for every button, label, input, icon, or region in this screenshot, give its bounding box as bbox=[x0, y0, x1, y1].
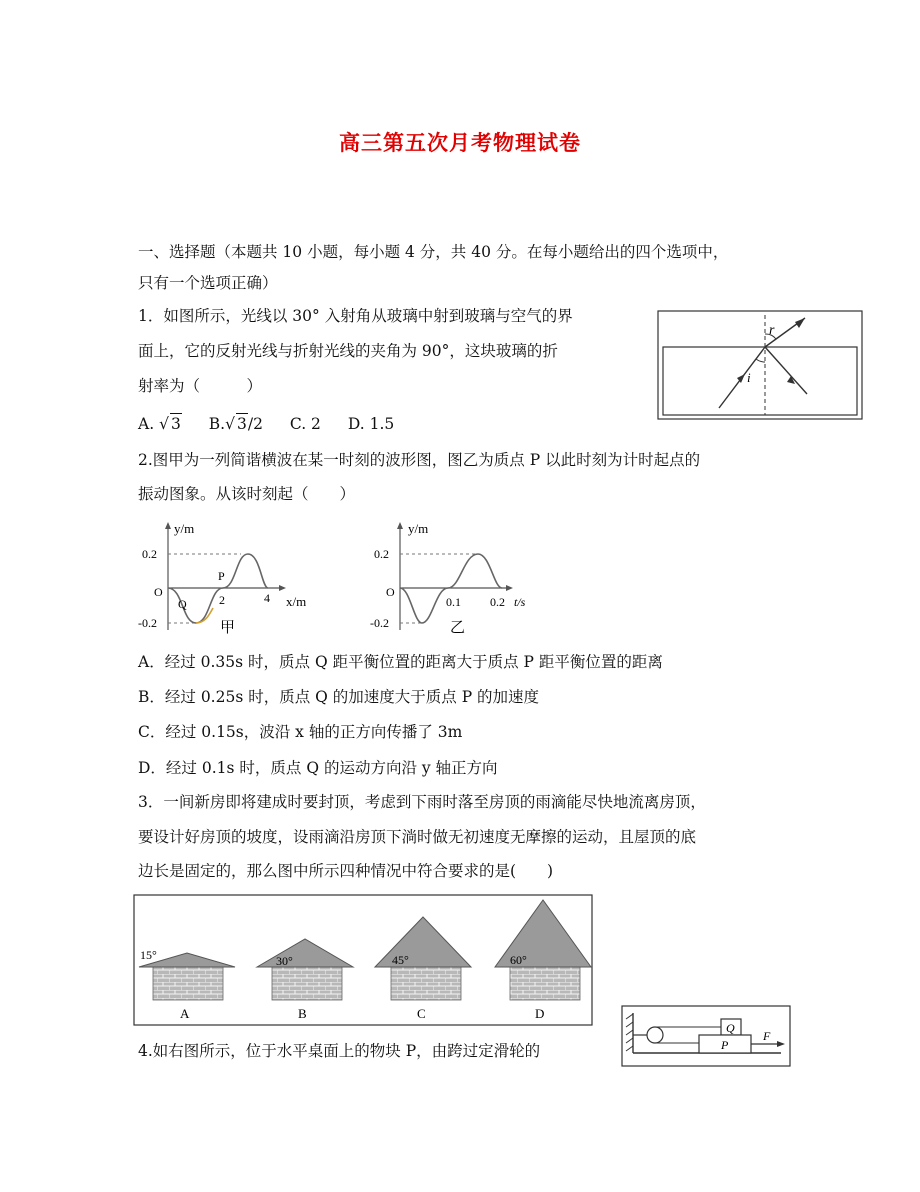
house-d-angle: 60° bbox=[510, 953, 527, 967]
x-axis-arrow bbox=[506, 585, 513, 591]
q1-line2: 面上，它的反射光线与折射光线的夹角为 90°，这块玻璃的折 bbox=[138, 342, 558, 360]
section-heading-line1: 一、选择题（本题共 10 小题，每小题 4 分，共 40 分。在每小题给出的四个选项中， bbox=[138, 243, 729, 261]
q1-option-b: B.√ 3/2 bbox=[208, 415, 263, 433]
section-heading-line2: 只有一个选项正确） bbox=[138, 274, 278, 292]
origin-label: O bbox=[154, 585, 163, 599]
q2-graph-yi bbox=[370, 518, 550, 638]
paper-title: 高三第五次月考物理试卷 bbox=[339, 130, 581, 155]
house-c-wall bbox=[391, 966, 461, 1000]
q2-option-c: C．经过 0.15s，波沿 x 轴的正方向传播了 3m bbox=[138, 723, 463, 741]
house-b-angle: 30° bbox=[276, 954, 293, 968]
sqrt-symbol: √ 3 bbox=[159, 415, 181, 433]
house-a-wall bbox=[153, 966, 223, 1000]
q2-line2: 振动图象。从该时刻起（ ） bbox=[138, 485, 356, 503]
q3-houses-figure bbox=[133, 894, 593, 1026]
tick-2: 2 bbox=[219, 593, 225, 607]
y-top-label: 0.2 bbox=[142, 547, 157, 561]
house-d-label: D bbox=[535, 1006, 545, 1021]
caption-yi: 乙 bbox=[450, 620, 466, 636]
q2-line1: 2.图甲为一列简谐横波在某一时刻的波形图，图乙为质点 P 以此时刻为计时起点的 bbox=[138, 451, 701, 469]
wave-highlight bbox=[196, 608, 213, 623]
q3-line3: 边长是固定的，那么图中所示四种情况中符合要求的是( ) bbox=[138, 862, 554, 880]
q1-options bbox=[138, 413, 416, 434]
q1-option-a: A. √ 3 bbox=[138, 415, 181, 433]
label-f: F bbox=[763, 1029, 771, 1043]
house-a-label: A bbox=[180, 1006, 190, 1021]
q1-option-c: C. 2 bbox=[289, 415, 321, 433]
glass-block bbox=[663, 347, 857, 415]
caption-jia: 甲 bbox=[220, 620, 236, 636]
house-c-label: C bbox=[417, 1006, 426, 1021]
tick-0-2: 0.2 bbox=[490, 595, 505, 609]
q3-line1: 3．一间新房即将建成时要封顶，考虑到下雨时落至房顶的雨滴能尽快地流离房顶， bbox=[138, 793, 706, 811]
y-bottom-label: -0.2 bbox=[370, 616, 389, 630]
q2-option-d: D．经过 0.1s 时，质点 Q 的运动方向沿 y 轴正方向 bbox=[138, 759, 498, 777]
y-top-label: 0.2 bbox=[374, 547, 389, 561]
q1-line3: 射率为（ ） bbox=[138, 377, 263, 395]
y-bottom-label: -0.2 bbox=[138, 616, 157, 630]
q2-option-a: A．经过 0.35s 时，质点 Q 距平衡位置的距离大于质点 P 距平衡位置的距离 bbox=[138, 653, 663, 671]
q3-line2: 要设计好房顶的坡度，设雨滴沿房顶下淌时做无初速度无摩擦的运动，且屋顶的底 bbox=[138, 828, 697, 846]
house-c-angle: 45° bbox=[392, 953, 409, 967]
house-d-wall bbox=[510, 966, 580, 1000]
house-a-angle: 15° bbox=[140, 948, 157, 962]
ylabel: y/m bbox=[408, 521, 429, 536]
q1-refraction-figure bbox=[657, 310, 863, 420]
point-p-label: P bbox=[218, 569, 225, 583]
label-q: Q bbox=[726, 1021, 735, 1035]
xlabel: t/s bbox=[514, 595, 526, 609]
pulley-wheel bbox=[647, 1027, 663, 1043]
origin-label: O bbox=[386, 585, 395, 599]
q1-option-d: D. 1.5 bbox=[347, 415, 395, 433]
y-axis-arrow bbox=[397, 522, 403, 529]
xlabel: x/m bbox=[286, 594, 307, 609]
x-axis-arrow bbox=[279, 585, 286, 591]
label-i: i bbox=[747, 370, 751, 385]
ylabel: y/m bbox=[174, 521, 195, 536]
point-q-label: Q bbox=[178, 597, 187, 611]
label-p: P bbox=[721, 1038, 729, 1052]
house-b-label: B bbox=[298, 1006, 307, 1021]
q2-option-b: B．经过 0.25s 时，质点 Q 的加速度大于质点 P 的加速度 bbox=[138, 688, 540, 706]
y-axis-arrow bbox=[165, 522, 171, 529]
q4-pulley-figure bbox=[621, 1005, 791, 1067]
tick-4: 4 bbox=[264, 591, 270, 605]
q1-line1: 1．如图所示，光线以 30° 入射角从玻璃中射到玻璃与空气的界 bbox=[138, 307, 573, 325]
house-b-wall bbox=[272, 966, 342, 1000]
q2-graph-jia bbox=[138, 518, 338, 638]
label-r: r bbox=[769, 323, 775, 338]
tick-0-1: 0.1 bbox=[446, 595, 461, 609]
sqrt-symbol: √ 3 bbox=[225, 415, 247, 433]
q4-line1: 4.如右图所示，位于水平桌面上的物块 P，由跨过定滑轮的 bbox=[138, 1042, 541, 1060]
